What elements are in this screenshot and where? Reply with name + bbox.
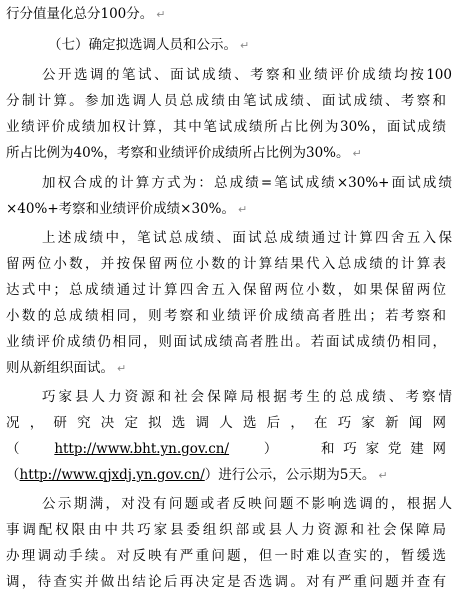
text-line: 则从新组织面试。 ↵ xyxy=(6,360,127,376)
paragraph-mark-icon: ↵ xyxy=(117,362,127,375)
paragraph-mark-icon: ↵ xyxy=(378,469,388,482)
qjxdj-party-link[interactable]: http://www.qjxdj.yn.gov.cn/ xyxy=(19,467,205,483)
paragraph-mark-icon: ↵ xyxy=(240,39,250,52)
paragraph-mark-icon: ↵ xyxy=(156,8,166,21)
text-line: 业绩评价成绩加权计算，其中笔试成绩所占比例为30%，面试成绩 xyxy=(6,119,446,135)
text-line: 小数的总成绩相同，则考察和业绩评价成绩高者胜出；若考察和 xyxy=(6,308,446,324)
paragraph-mark-icon: ↵ xyxy=(237,203,248,216)
text-line: 分制计算。参加选调人员总成绩由笔试成绩、面试成绩、考察和 xyxy=(6,93,446,109)
text-line: 况，研究决定拟选调人选后，在巧家新闻网 xyxy=(6,415,446,431)
text-line: （http://www.qjxdj.yn.gov.cn/）进行公示，公示期为5天。 ↵ xyxy=(6,467,388,483)
text-line: ×40%+考察和业绩评价成绩×30%。 ↵ xyxy=(6,201,248,217)
bht-news-link[interactable]: http://www.bht.yn.gov.cn/ xyxy=(54,441,230,457)
text-line: 调，待查实并做出结论后再决定是否选调。对有严重问题并查有 xyxy=(6,574,446,590)
text-line: 巧家县人力资源和社会保障局根据考生的总成绩、考察情 xyxy=(42,389,452,405)
text-line: 事调配权限由中共巧家县委组织部或县人力资源和社会保障局 xyxy=(6,522,446,538)
text-line: 加权合成的计算方式为：总成绩=笔试成绩×30%+面试成绩 xyxy=(42,175,452,191)
text-line: （ http://www.bht.yn.gov.cn/ ） 和巧家党建网 xyxy=(6,441,447,457)
text-line: 上述成绩中，笔试总成绩、面试总成绩通过计算四舍五入保 xyxy=(42,230,452,246)
text-line: 所占比例为40%，考察和业绩评价成绩所占比例为30%。 ↵ xyxy=(6,145,362,161)
text-line: 留两位小数，并按保留两位小数的计算结果代入总成绩的计算表 xyxy=(6,256,446,272)
section-heading: （七）确定拟选调人员和公示。 ↵ xyxy=(48,37,250,53)
text-line: 公开选调的笔试、面试成绩、考察和业绩评价成绩均按100 xyxy=(42,67,452,83)
text-line: 业绩评价成绩仍相同，则面试成绩高者胜出。若面试成绩仍相同， xyxy=(6,334,446,350)
text-line: 行分值量化总分100分。 ↵ xyxy=(6,6,166,22)
text-line: 办理调动手续。对反映有严重问题，但一时难以查实的，暂缓选 xyxy=(6,548,446,564)
paragraph-mark-icon: ↵ xyxy=(352,147,362,160)
text-line: 公示期满，对没有问题或者反映问题不影响选调的，根据人 xyxy=(42,496,452,512)
text-line: 达式中；总成绩通过计算四舍五入保留两位小数，如果保留两位 xyxy=(6,282,446,298)
